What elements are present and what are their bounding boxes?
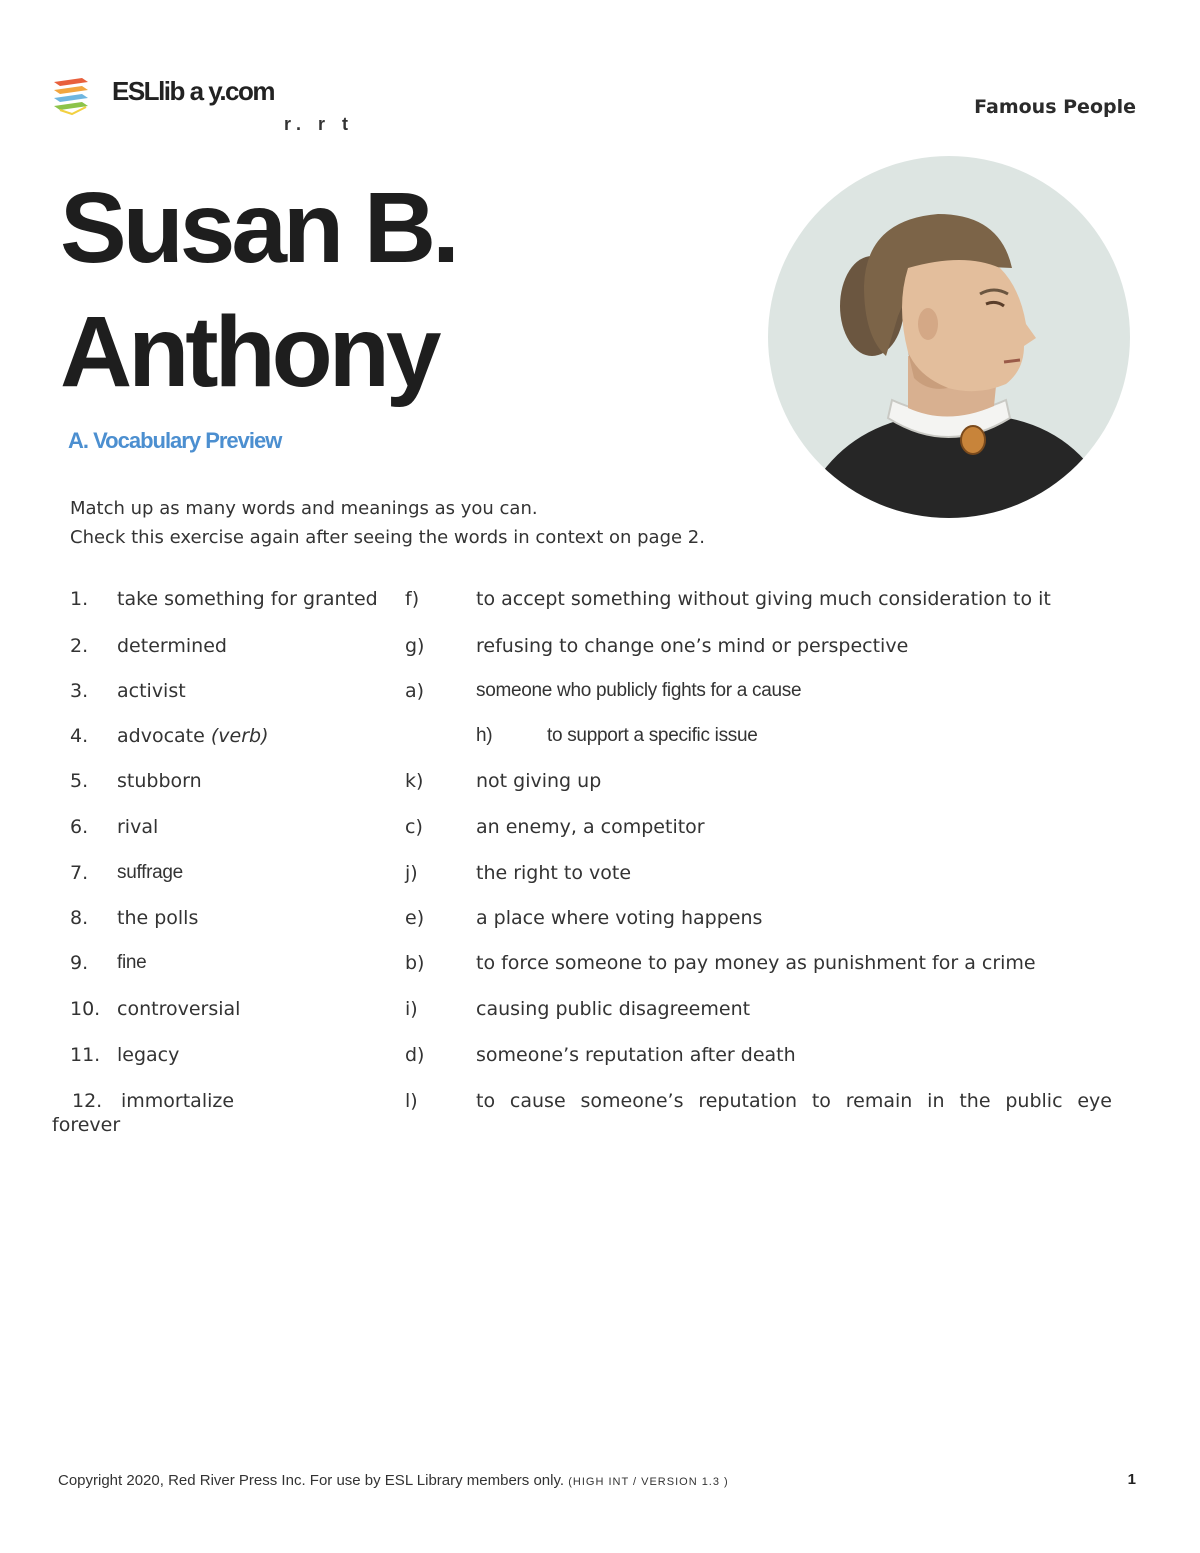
definition: to force someone to pay money as punishment for a crime bbox=[476, 952, 1036, 974]
answer-letter: b) bbox=[405, 952, 425, 974]
answer-letter: c) bbox=[405, 816, 423, 838]
title-line-1: Susan B. bbox=[60, 172, 456, 284]
version-text: (HIGH INT / VERSION 1.3 ) bbox=[568, 1476, 729, 1488]
vocab-row-10 bbox=[0, 998, 1200, 1028]
definition: refusing to change one’s mind or perspective bbox=[476, 635, 909, 657]
definition: causing public disagreement bbox=[476, 998, 751, 1020]
item-number: 12. bbox=[72, 1090, 103, 1112]
esl-library-logo bbox=[52, 74, 372, 134]
logo-tagline: r. r t bbox=[284, 114, 355, 134]
vocab-row-1 bbox=[0, 588, 1200, 618]
item-number: 10. bbox=[70, 998, 101, 1020]
copyright-footer bbox=[58, 1472, 729, 1489]
definition: an enemy, a competitor bbox=[476, 816, 705, 838]
item-number: 8. bbox=[70, 907, 89, 929]
vocab-word: fine bbox=[117, 952, 147, 973]
definition: someone who publicly fights for a cause bbox=[476, 680, 802, 701]
vocab-word: the polls bbox=[117, 907, 199, 929]
page-number: 1 bbox=[1127, 1471, 1136, 1488]
vocab-word: legacy bbox=[117, 1044, 180, 1066]
answer-letter: a) bbox=[405, 680, 425, 702]
item-number: 9. bbox=[70, 952, 89, 974]
part-of-speech-note: (verb) bbox=[210, 725, 269, 747]
instruction-line-2: Check this exercise again after seeing the words in context on page 2. bbox=[70, 527, 705, 548]
instruction-line-1: Match up as many words and meanings as you can. bbox=[70, 498, 538, 519]
section-heading: A. Vocabulary Preview bbox=[68, 428, 282, 453]
title-line-2: Anthony bbox=[60, 296, 438, 408]
vocab-word: take something for granted bbox=[117, 588, 378, 610]
vocab-row-9 bbox=[0, 952, 1200, 982]
item-number: 2. bbox=[70, 635, 89, 657]
logo-wordmark: ESLlib a y.com bbox=[112, 76, 275, 106]
answer-letter: i) bbox=[405, 998, 418, 1020]
vocab-row-6 bbox=[0, 816, 1200, 846]
answer-letter: l) bbox=[405, 1090, 418, 1112]
vocab-word: stubborn bbox=[117, 770, 202, 792]
answer-letter: g) bbox=[405, 635, 425, 657]
portrait-illustration bbox=[768, 156, 1130, 518]
definition: the right to vote bbox=[476, 862, 632, 884]
definition: a place where voting happens bbox=[476, 907, 763, 929]
vocab-row-8 bbox=[0, 907, 1200, 937]
category-label: Famous People bbox=[974, 96, 1136, 118]
item-number: 1. bbox=[70, 588, 89, 610]
vocab-word-text: advocate bbox=[117, 725, 205, 747]
definition: to cause someone’s reputation to remain in the public eye bbox=[476, 1090, 1112, 1112]
answer-letter: d) bbox=[405, 1044, 425, 1066]
copyright-text: Copyright 2020, Red River Press Inc. For use by ESL Library members only. bbox=[58, 1472, 565, 1489]
vocab-row-7 bbox=[0, 862, 1200, 892]
answer-letter: e) bbox=[405, 907, 425, 929]
vocab-word: determined bbox=[117, 635, 227, 657]
vocab-word: suffrage bbox=[117, 862, 183, 883]
item-number: 4. bbox=[70, 725, 89, 747]
vocab-row-12 bbox=[0, 1090, 1200, 1136]
item-number: 3. bbox=[70, 680, 89, 702]
item-number: 7. bbox=[70, 862, 89, 884]
item-number: 11. bbox=[70, 1044, 101, 1066]
stacked-books-icon bbox=[52, 76, 90, 116]
definition: someone’s reputation after death bbox=[476, 1044, 796, 1066]
definition: to support a specific issue bbox=[547, 725, 758, 746]
vocab-row-11 bbox=[0, 1044, 1200, 1074]
answer-letter: j) bbox=[405, 862, 418, 884]
instructions bbox=[70, 494, 705, 552]
vocab-word: activist bbox=[117, 680, 186, 702]
definition: to accept something without giving much consideration to it bbox=[476, 588, 1051, 610]
vocab-row-4 bbox=[0, 725, 1200, 755]
vocab-row-5 bbox=[0, 770, 1200, 800]
item-number: 6. bbox=[70, 816, 89, 838]
vocab-row-3 bbox=[0, 680, 1200, 710]
vocab-word: controversial bbox=[117, 998, 241, 1020]
vocab-word: immortalize bbox=[121, 1090, 235, 1112]
vocab-row-2 bbox=[0, 635, 1200, 665]
vocab-word: rival bbox=[117, 816, 159, 838]
definition-continuation: forever bbox=[52, 1114, 121, 1136]
definition: not giving up bbox=[476, 770, 602, 792]
vocab-word bbox=[117, 725, 269, 747]
item-number: 5. bbox=[70, 770, 89, 792]
answer-letter: k) bbox=[405, 770, 424, 792]
answer-letter: f) bbox=[405, 588, 420, 610]
answer-letter: h) bbox=[476, 725, 493, 746]
page-title bbox=[60, 166, 660, 414]
